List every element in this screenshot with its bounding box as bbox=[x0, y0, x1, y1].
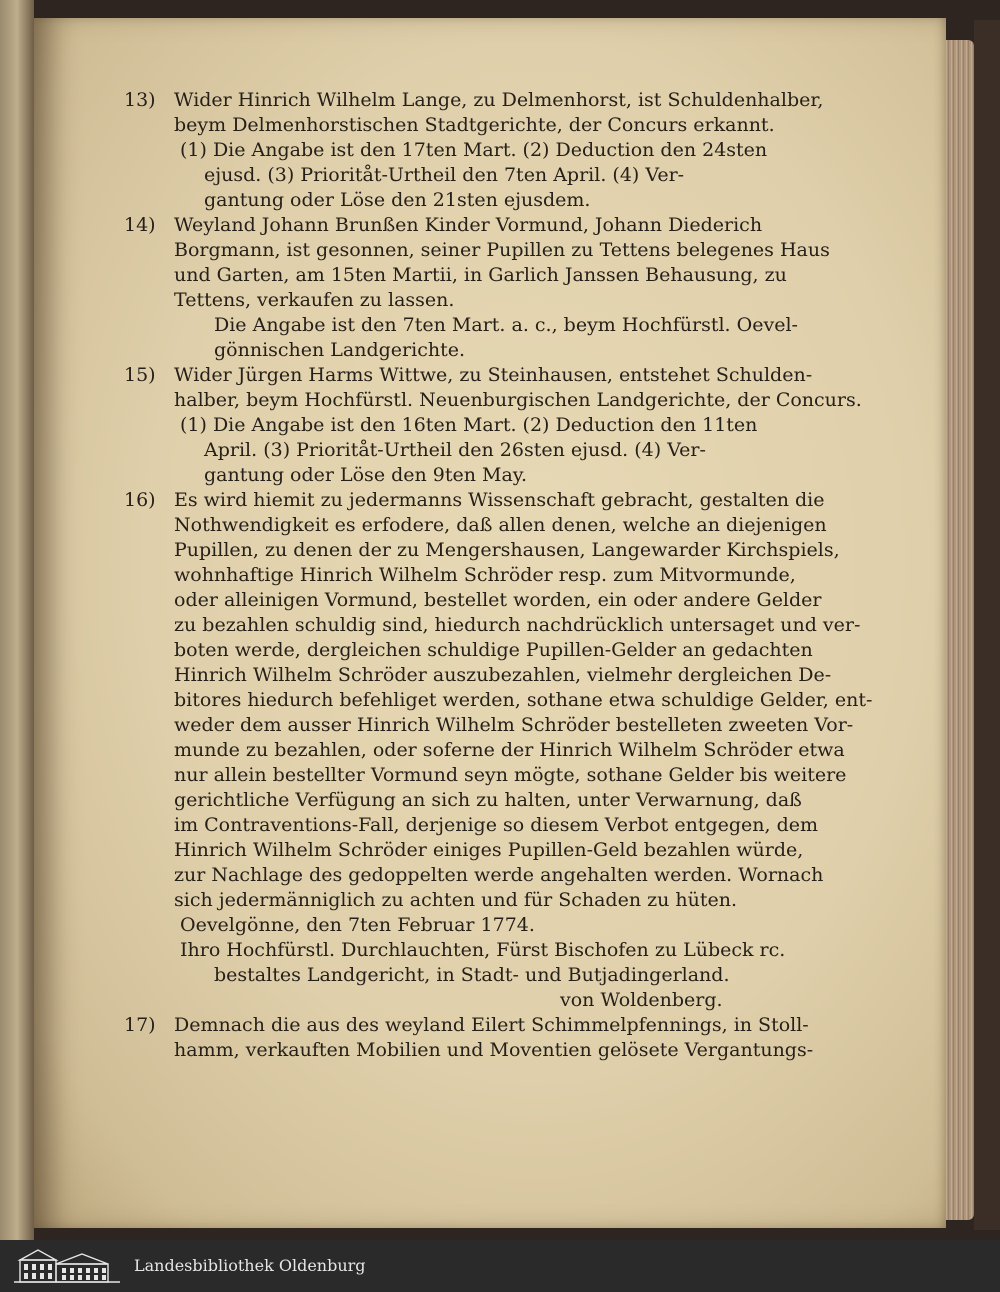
text-subline: (1) Die Angabe ist den 17ten Mart. (2) Deduction den 24sten bbox=[180, 139, 768, 161]
text-line: Borgmann, ist gesonnen, seiner Pupillen zu Tettens belegenes Haus bbox=[174, 239, 830, 261]
text-line: wohnhaftige Hinrich Wilhelm Schröder resp. zum Mitvormunde, bbox=[174, 564, 796, 586]
text-line: im Contraventions-Fall, derjenige so diesem Verbot entgegen, dem bbox=[174, 814, 819, 836]
entry-17 bbox=[124, 1013, 814, 1063]
entry-number: 13) bbox=[124, 89, 156, 111]
text-subline: bestaltes Landgericht, in Stadt- und Butjadingerland. bbox=[214, 964, 730, 986]
text-line: zu bezahlen schuldig sind, hiedurch nachdrücklich untersaget und ver- bbox=[174, 614, 861, 636]
text-line: bitores hiedurch befehliget werden, sothane etwa schuldige Gelder, ent- bbox=[174, 689, 873, 711]
text-subline: Oevelgönne, den 7ten Februar 1774. bbox=[180, 914, 535, 936]
text-line: halber, beym Hochfürstl. Neuenburgischen Landgerichte, der Concurs. bbox=[174, 389, 862, 411]
entry-13 bbox=[124, 88, 824, 213]
text-line: gerichtliche Verfügung an sich zu halten, unter Verwarnung, daß bbox=[174, 789, 802, 811]
text-line: Pupillen, zu denen der zu Mengershausen, Langewarder Kirchspiels, bbox=[174, 539, 840, 561]
footer-bar bbox=[0, 1240, 1000, 1292]
text-line: hamm, verkauften Mobilien und Moventien gelösete Vergantungs- bbox=[174, 1039, 814, 1061]
text-line: Hinrich Wilhelm Schröder einiges Pupillen-Geld bezahlen würde, bbox=[174, 839, 804, 861]
text-line: Hinrich Wilhelm Schröder auszubezahlen, vielmehr dergleichen De- bbox=[174, 664, 832, 686]
library-name: Landesbibliothek Oldenburg bbox=[134, 1256, 366, 1275]
text-line: weder dem ausser Hinrich Wilhelm Schröder bestelleten zweeten Vor- bbox=[174, 714, 854, 736]
text-subline: gantung oder Löse den 9ten May. bbox=[204, 464, 528, 486]
page-text bbox=[124, 88, 873, 1063]
entry-number: 16) bbox=[124, 489, 156, 511]
text-line: sich jedermänniglich zu achten und für Schaden zu hüten. bbox=[174, 889, 738, 911]
entry-number: 17) bbox=[124, 1014, 156, 1036]
entry-number: 14) bbox=[124, 214, 156, 236]
text-line: Es wird hiemit zu jedermanns Wissenschaft gebracht, gestalten die bbox=[174, 489, 825, 511]
text-line: boten werde, dergleichen schuldige Pupillen-Gelder an gedachten bbox=[174, 639, 813, 661]
text-line: nur allein bestellter Vormund seyn mögte, sothane Gelder bis weitere bbox=[174, 764, 847, 786]
text-subline: April. (3) Prioritåt-Urtheil den 26sten ejusd. (4) Ver- bbox=[204, 439, 706, 461]
entry-14 bbox=[124, 213, 830, 363]
text-line: Wider Hinrich Wilhelm Lange, zu Delmenhorst, ist Schuldenhalber, bbox=[174, 89, 824, 111]
entry-15 bbox=[124, 363, 862, 488]
text-subline: Ihro Hochfürstl. Durchlauchten, Fürst Bischofen zu Lübeck rc. bbox=[180, 939, 786, 961]
library-building-icon bbox=[12, 1246, 124, 1286]
text-line: Weyland Johann Brunßen Kinder Vormund, Johann Diederich bbox=[174, 214, 763, 236]
right-binding-strip bbox=[974, 20, 1000, 1230]
entry-16 bbox=[124, 488, 873, 1013]
text-line: oder alleinigen Vormund, bestellet worden, ein oder andere Gelder bbox=[174, 589, 822, 611]
text-subline: von Woldenberg. bbox=[560, 989, 723, 1011]
text-line: Tettens, verkaufen zu lassen. bbox=[174, 289, 455, 311]
text-line: munde zu bezahlen, oder soferne der Hinrich Wilhelm Schröder etwa bbox=[174, 739, 845, 761]
text-subline: (1) Die Angabe ist den 16ten Mart. (2) Deduction den 11ten bbox=[180, 414, 758, 436]
text-line: Nothwendigkeit es erfodere, daß allen denen, welche an diejenigen bbox=[174, 514, 827, 536]
text-subline: Die Angabe ist den 7ten Mart. a. c., beym Hochfürstl. Oevel- bbox=[214, 314, 798, 336]
text-subline: gönnischen Landgerichte. bbox=[214, 339, 466, 361]
text-line: Wider Jürgen Harms Wittwe, zu Steinhausen, entstehet Schulden- bbox=[174, 364, 813, 386]
text-line: und Garten, am 15ten Martii, in Garlich Janssen Behausung, zu bbox=[174, 264, 787, 286]
entry-number: 15) bbox=[124, 364, 156, 386]
text-subline: ejusd. (3) Prioritåt-Urtheil den 7ten April. (4) Ver- bbox=[204, 164, 685, 186]
text-line: zur Nachlage des gedoppelten werde angehalten werden. Wornach bbox=[174, 864, 824, 886]
text-line: beym Delmenhorstischen Stadtgerichte, der Concurs erkannt. bbox=[174, 114, 775, 136]
text-line: Demnach die aus des weyland Eilert Schimmelpfennings, in Stoll- bbox=[174, 1014, 809, 1036]
left-page-edge bbox=[0, 0, 34, 1240]
text-subline: gantung oder Löse den 21sten ejusdem. bbox=[204, 189, 591, 211]
